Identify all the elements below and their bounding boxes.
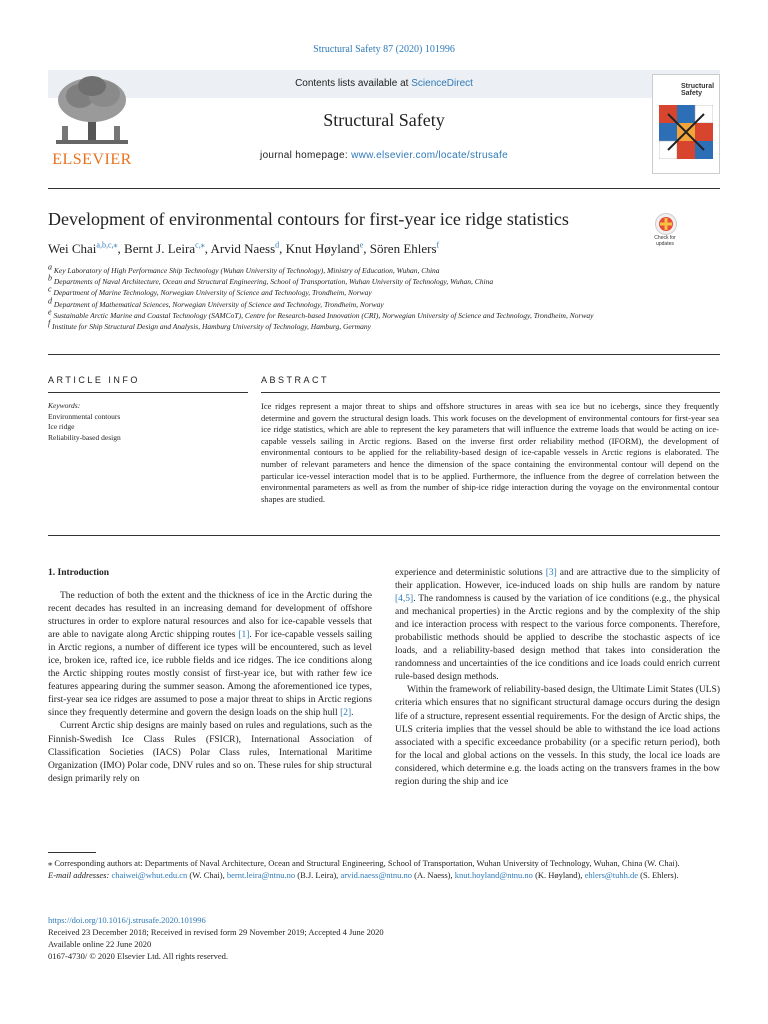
left-column (48, 568, 373, 786)
article-history: Received 23 December 2018; Received in revised form 29 November 2019; Accepted 4 June 2020 (48, 927, 384, 937)
contents-line (48, 78, 720, 89)
body-rule (48, 535, 720, 536)
keyword-item: Ice ridge (48, 422, 75, 431)
section-heading-introduction: 1. Introduction (48, 568, 110, 578)
author-name[interactable]: Bernt J. Leira (124, 241, 196, 256)
affiliation-text: Department of Marine Technology, Norwegian University of Science and Technology, Trondheim, Norway (53, 288, 372, 298)
email-link[interactable]: bernt.leira@ntnu.no (226, 869, 296, 880)
paragraph-text: and are attractive due to the simplicity of their application. However, ice-induced loads on ship hulls are random by nature (395, 568, 721, 592)
article-info-rule (48, 392, 248, 393)
author-name[interactable]: Arvid Naess (210, 241, 276, 256)
paragraph-text: . For ice-capable vessels sailing in Arctic regions, a number of different ice types will be encountered, such as level ice, broken ice, rafted ice, ice rubble fields and ice ridges. The ice conditions along the Arctic shipping routes mostly consist of first-year ice, but with rather few ice features appearing during the summer season. Among the aforementioned ice types, first-year sea ice ridges are assumed to pose a major threat to ships in Arctic regions since they frequently determine and govern the design loads on the ship hull (48, 630, 373, 719)
author-sup[interactable]: e (359, 240, 364, 250)
citation-ref-link[interactable]: [1] (238, 630, 250, 641)
contents-prefix: Contents lists available at (295, 78, 412, 89)
author-sup[interactable]: f (436, 240, 440, 250)
abstract-rule (261, 392, 720, 393)
affiliation-item (48, 318, 720, 332)
email-link[interactable]: ehlers@tuhh.de (584, 869, 639, 880)
doi-link[interactable]: https://doi.org/10.1016/j.strusafe.2020.101996 (48, 915, 206, 925)
author-list: Wei Chai$^{a,b,c,⁎}$, Bernt J. Leira$^{c,⁎}$, Arvid Naess$^d$, Knut Høyland$^e$, Sören Ehlers$^f$ (48, 240, 440, 256)
header-rule (48, 188, 720, 189)
keywords-label: Keywords: (48, 401, 81, 410)
affiliation-mark: c (48, 284, 52, 294)
sciencedirect-link[interactable]: ScienceDirect (411, 78, 473, 89)
crossmark-label: Check for updates (654, 235, 676, 247)
affiliation-text: Departments of Naval Architecture, Ocean and Structural Engineering, School of Transportation, Wuhan University of Technology, Wuhan, China (53, 277, 494, 287)
email-label: E-mail addresses: (48, 869, 110, 880)
paragraph-text: experience and deterministic solutions (395, 568, 546, 578)
email-link[interactable]: chaiwei@whut.edu.cn (111, 869, 188, 880)
email-link[interactable]: knut.hoyland@ntnu.no (454, 869, 533, 880)
affiliation-item (48, 296, 720, 310)
keywords-block (48, 401, 248, 443)
affiliation-mark: b (48, 273, 52, 283)
email-link[interactable]: arvid.naess@ntnu.no (340, 869, 413, 880)
email-owner: (W. Chai), (187, 869, 227, 880)
citation-ref-link[interactable]: [3] (545, 568, 557, 578)
author-name[interactable]: Knut Høyland (285, 241, 360, 256)
journal-cover[interactable] (652, 74, 720, 174)
crossmark-icon (655, 213, 677, 235)
author-name[interactable]: Sören Ehlers (369, 241, 437, 256)
homepage-line (48, 150, 720, 161)
homepage-link[interactable]: www.elsevier.com/locate/strusafe (351, 150, 508, 161)
cover-art-icon (659, 105, 713, 159)
author-sup[interactable]: c,⁎ (195, 240, 205, 250)
paragraph: Within the framework of reliability-based design, the Ultimate Limit States (ULS) criteria which ensures that no significant structural damage occurs during the design life of a structure, represent essential requirements. For the design of Arctic ships, the ULS criteria implies that the vessel should be able to withstand the ice load actions associated with a specific exceedance probability (or a specific return period), both for the local and global actions on the vessels. In this study, the local ice loads are considered, which determine e.g. the loads acting on the transvers frames in the bow region during the ship and ice (395, 685, 721, 787)
author-name[interactable]: Wei Chai (48, 241, 97, 256)
paragraph-text: . (351, 708, 354, 719)
affiliations (48, 262, 720, 332)
abstract-text: Ice ridges represent a major threat to ships and offshore structures in areas with sea ice but no icebergs, since they frequently determine and govern the structural design loads. This work focuses on the development of environmental contours for first-year sea ice ridge statistics, which are able to represent the key parameters that will influence the extreme loads that would be acting on ice-capable vessels sailing in Arctic regions. Based on the inverse first order reliability method (IFORM), the development of environmental contours to be applied for the reliability-based design of ice-capable vessels in Arctic regions is elaborated. The number of relevant parameters and hence the dimension of the space containing the environmental contour will depend on the particular ice-vessel interaction model that is to be applied. Furthermore, the influence from the degree of correlation between the environmental parameters as well as from the number of ship-ice ridge interaction during the voyage on the environmental contour shapes are studied. (261, 401, 719, 504)
keyword-item: Environmental contours (48, 411, 121, 421)
paragraph: Current Arctic ship designs are mainly based on rules and regulations, such as the Finnish-Swedish Ice Class Rules (FSICR), International Association of Classification Societies (IACS) Polar Class rules, International Maritime Organization (IMO) Polar code, DNV rules and so on. These rules for ship structural design primarily rely on (48, 721, 372, 784)
email-owner: (K. Høyland), (532, 869, 585, 880)
affiliation-item (48, 262, 720, 276)
email-addresses (48, 870, 720, 882)
keyword-item: Reliability-based design (48, 432, 121, 442)
affiliation-item (48, 273, 720, 287)
email-owner: (B.J. Leira), (295, 869, 341, 880)
paragraph (48, 590, 372, 720)
author-sup[interactable]: a,b,c,⁎ (96, 240, 118, 250)
journal-citation[interactable] (0, 44, 768, 55)
affiliations-rule (48, 354, 720, 355)
homepage-prefix: journal homepage: (260, 150, 352, 161)
cover-title: Structural Safety (681, 83, 715, 97)
affiliation-item (48, 307, 720, 321)
email-owner: (S. Ehlers). (638, 869, 679, 880)
corresponding-author-note: ⁎ Corresponding authors at: Departments of Naval Architecture, Ocean and Structural Engineering, School of Transportation, Wuhan University of Technology, Wuhan, China (W. Chai). (48, 858, 680, 868)
affiliation-mark: e (48, 307, 52, 317)
article-info-heading: ARTICLE INFO (48, 375, 140, 385)
article-title: Development of environmental contours for first-year ice ridge statistics (48, 209, 569, 229)
citation-link[interactable]: Structural Safety 87 (2020) 101996 (313, 44, 455, 55)
journal-name: Structural Safety (323, 110, 445, 130)
available-online: Available online 22 June 2020 (48, 939, 152, 949)
affiliation-item (48, 284, 720, 298)
elsevier-wordmark: ELSEVIER (52, 151, 132, 168)
right-column (395, 567, 720, 789)
author-sup[interactable]: d (275, 240, 280, 250)
affiliation-mark: d (48, 296, 52, 306)
footnote-block (48, 858, 720, 881)
affiliation-mark: a (48, 262, 52, 272)
paragraph (395, 567, 720, 684)
affiliation-text: Sustainable Arctic Marine and Coastal Technology (SAMCoT), Centre for Research-based Innovation (CRI), Norwegian University of Science and Technology, Trondheim, Norway (53, 310, 594, 320)
affiliation-text: Key Laboratory of High Performance Ship Technology (Wuhan University of Technology), Ministry of Education, Wuhan, China (53, 266, 440, 275)
footnote-rule (48, 852, 96, 853)
affiliation-text: Institute for Ship Structural Design and Analysis, Hamburg University of Technology, Hamburg, Germany (52, 322, 371, 332)
citation-ref-link[interactable]: [4,5] (395, 594, 414, 605)
abstract-heading: ABSTRACT (261, 375, 330, 385)
paragraph-text: The reduction of both the extent and the thickness of ice in the Arctic during the recent decades has resulted in an increasing demand for development of offshore structures in order to explore natural resources and also for ice-capable vessels that are able to navigate along Arctic shipping routes (48, 591, 372, 641)
journal-banner (48, 70, 720, 176)
affiliation-text: Department of Mathematical Sciences, Norwegian University of Science and Technology, Trondheim, Norway (53, 299, 384, 309)
article-meta (48, 914, 720, 962)
affiliation-mark: f (48, 318, 51, 328)
email-owner: (A. Naess), (412, 869, 455, 880)
citation-ref-link[interactable]: [2] (340, 708, 352, 719)
copyright: 0167-4730/ © 2020 Elsevier Ltd. All rights reserved. (48, 951, 228, 961)
paragraph-text: . The randomness is caused by the variation of ice conditions (e.g., the physical and mechanical properties) in the Arctic regions and by the complexity of the ship and ice interaction process with respect to the various force components. Therefore, probabilistic methods should be applied to describe the stochastic aspects of ice loads, and a reliability-based design method that takes into consideration the randomness and uncertainties of the ice conditions and ice loads could enrich current rule-based design methods. (395, 594, 720, 683)
